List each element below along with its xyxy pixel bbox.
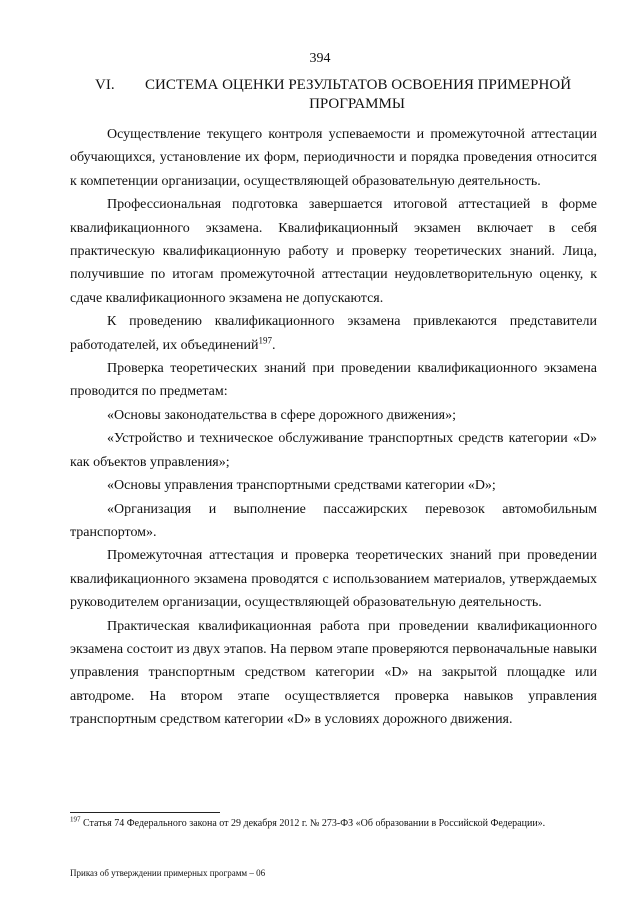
section-title-line-1: СИСТЕМА ОЦЕНКИ РЕЗУЛЬТАТОВ ОСВОЕНИЯ ПРИМЕРНОЙ (145, 77, 572, 93)
paragraph-employers-text: К проведению квалификационного экзамена привлекаются представители работодателей, их объединений (70, 314, 597, 353)
paragraph-practical-work: Практическая квалификационная работа при проведении квалификационного экзамена состоит из двух этапов. На первом этапе проверяются первоначальные навыки управления транспортным средством категории «D» на закрытой площадке или автодроме. На втором этапе осуществляется проверка навыков управления транспортным средством категории «D» в условиях дорожного движения. (70, 618, 597, 728)
subject-item-passenger-transport: «Организация и выполнение пассажирских перевозок автомобильным транспортом». (70, 501, 597, 540)
subject-item-vehicle-control: «Основы управления транспортными средствами категории «D»; (107, 478, 496, 494)
footnote-divider (70, 812, 220, 813)
section-title-line-2: ПРОГРАММЫ (309, 96, 405, 112)
paragraph-theory-subjects: Проверка теоретических знаний при проведении квалификационного экзамена проводится по предметам: (70, 361, 597, 400)
paragraph-employers-tail: . (272, 337, 276, 353)
footnote-number: 197 (70, 815, 81, 824)
document-note: Приказ об утверждении примерных программ – 06 (70, 868, 266, 878)
subject-item-legislation: «Основы законодательства в сфере дорожного движения»; (107, 407, 456, 423)
section-number: VI. (95, 77, 115, 93)
paragraph-final-attestation: Профессиональная подготовка завершается итоговой аттестацией в форме квалификационного экзамена. Квалификационный экзамен включает в себя практическую квалификационную работу и проверку теоретических знаний. Лица, получившие по итогам промежуточной аттестации неудовлетворительную оценку, к сдаче квалификационного экзамена не допускаются. (70, 197, 597, 306)
body-text (70, 123, 597, 732)
subject-item-vehicle-maintenance: «Устройство и техническое обслуживание транспортных средств категории «D» как объектов управления»; (70, 431, 597, 470)
page-number: 394 (309, 51, 331, 66)
footnote-text: Статья 74 Федерального закона от 29 декабря 2012 г. № 273-ФЗ «Об образовании в Российской Федерации». (80, 818, 546, 829)
section-heading (95, 76, 585, 114)
footnote (70, 817, 597, 830)
paragraph-materials: Промежуточная аттестация и проверка теоретических знаний при проведении квалификационного экзамена проводятся с использованием материалов, утверждаемых руководителем организации, осуществляющей образовательную деятельность. (70, 548, 597, 611)
paragraph-assessment-control: Осуществление текущего контроля успеваемости и промежуточной аттестации обучающихся, установление их форм, периодичности и порядка проведения относится к компетенции организации, осуществляющей образовательную деятельность. (70, 127, 597, 189)
footnote-reference: 197 (258, 335, 273, 345)
paragraph-employers (70, 310, 597, 357)
